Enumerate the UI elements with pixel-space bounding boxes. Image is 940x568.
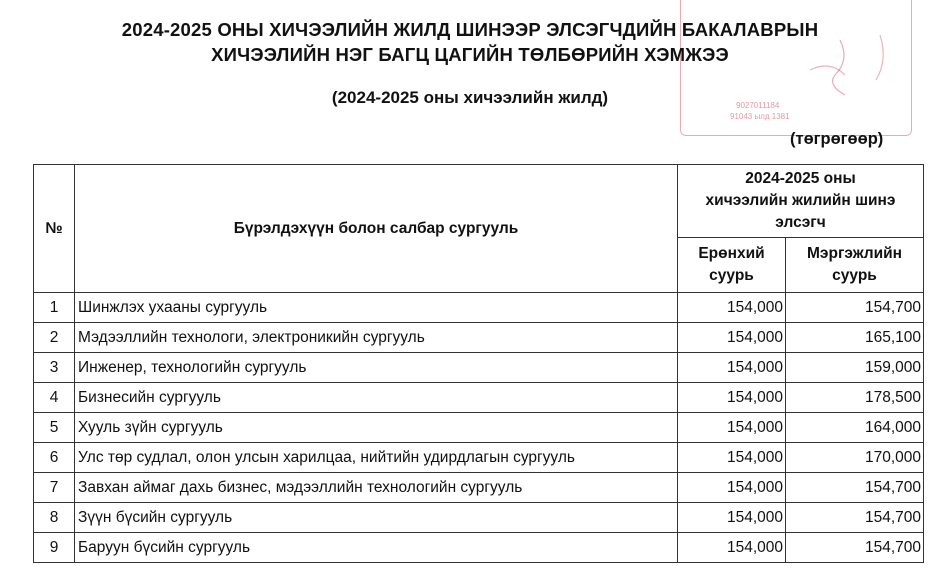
professional-fee: 178,500 [786, 383, 924, 413]
professional-fee: 159,000 [786, 353, 924, 383]
table-row [34, 473, 924, 503]
professional-fee: 154,700 [786, 293, 924, 323]
header-number: № [34, 165, 75, 293]
header-school-name: Бүрэлдэхүүн болон салбар сургууль [75, 165, 678, 293]
school-name: Зүүн бүсийн сургууль [75, 503, 678, 533]
document-subtitle: (2024-2025 оны хичээлийн жилд) [331, 88, 609, 107]
header-general-line2: суурь [709, 267, 754, 284]
stamp-code-line1: 9027011184 [736, 101, 780, 110]
tuition-fee-table [33, 164, 924, 563]
header-general-line1: Ерөнхий [698, 245, 765, 262]
school-name: Улс төр судлал, олон улсын харилцаа, нийтийн удирдлагын сургууль [75, 443, 678, 473]
stamp-code-line2: 91043 ылд 1381 [730, 112, 790, 121]
general-fee: 154,000 [678, 293, 786, 323]
general-fee: 154,000 [678, 503, 786, 533]
table-row [34, 503, 924, 533]
table-row [34, 413, 924, 443]
table-row [34, 383, 924, 413]
school-name: Баруун бүсийн сургууль [75, 533, 678, 563]
school-name: Инженер, технологийн сургууль [75, 353, 678, 383]
table-row [34, 353, 924, 383]
row-number: 6 [34, 443, 75, 473]
table-row [34, 323, 924, 353]
general-fee: 154,000 [678, 473, 786, 503]
professional-fee: 165,100 [786, 323, 924, 353]
table-row [34, 533, 924, 563]
professional-fee: 154,700 [786, 533, 924, 563]
school-name: Хууль зүйн сургууль [75, 413, 678, 443]
document-title-line1: 2024-2025 ОНЫ ХИЧЭЭЛИЙН ЖИЛД ШИНЭЭР ЭЛСЭГЧДИЙН БАКАЛАВРЫН [121, 19, 819, 40]
professional-fee: 154,700 [786, 503, 924, 533]
general-fee: 154,000 [678, 413, 786, 443]
professional-fee: 170,000 [786, 443, 924, 473]
table-row [34, 293, 924, 323]
professional-fee: 164,000 [786, 413, 924, 443]
header-professional-line1: Мэргэжлийн [807, 245, 903, 262]
general-fee: 154,000 [678, 353, 786, 383]
header-professional-basis [786, 238, 924, 293]
general-fee: 154,000 [678, 443, 786, 473]
document-title-line2: ХИЧЭЭЛИЙН НЭГ БАГЦ ЦАГИЙН ТӨЛБӨРИЙН ХЭМЖЭЭ [211, 44, 729, 65]
header-new-entrants-group [678, 165, 924, 238]
header-group-line3: элсэгч [775, 214, 826, 231]
table-row [34, 443, 924, 473]
row-number: 5 [34, 413, 75, 443]
header-professional-line2: суурь [832, 267, 877, 284]
row-number: 1 [34, 293, 75, 323]
row-number: 2 [34, 323, 75, 353]
general-fee: 154,000 [678, 323, 786, 353]
general-fee: 154,000 [678, 533, 786, 563]
professional-fee: 154,700 [786, 473, 924, 503]
header-group-line1: 2024-2025 оны [745, 170, 856, 187]
school-name: Завхан аймаг дахь бизнес, мэдээллийн технологийн сургууль [75, 473, 678, 503]
row-number: 4 [34, 383, 75, 413]
school-name: Бизнесийн сургууль [75, 383, 678, 413]
header-general-basis [678, 238, 786, 293]
header-group-line2: хичээлийн жилийн шинэ [705, 192, 896, 209]
row-number: 7 [34, 473, 75, 503]
currency-unit-note: (төгрөгөөр) [790, 130, 884, 148]
row-number: 8 [34, 503, 75, 533]
general-fee: 154,000 [678, 383, 786, 413]
row-number: 3 [34, 353, 75, 383]
school-name: Мэдээллийн технологи, электроникийн сургууль [75, 323, 678, 353]
school-name: Шинжлэх ухааны сургууль [75, 293, 678, 323]
row-number: 9 [34, 533, 75, 563]
